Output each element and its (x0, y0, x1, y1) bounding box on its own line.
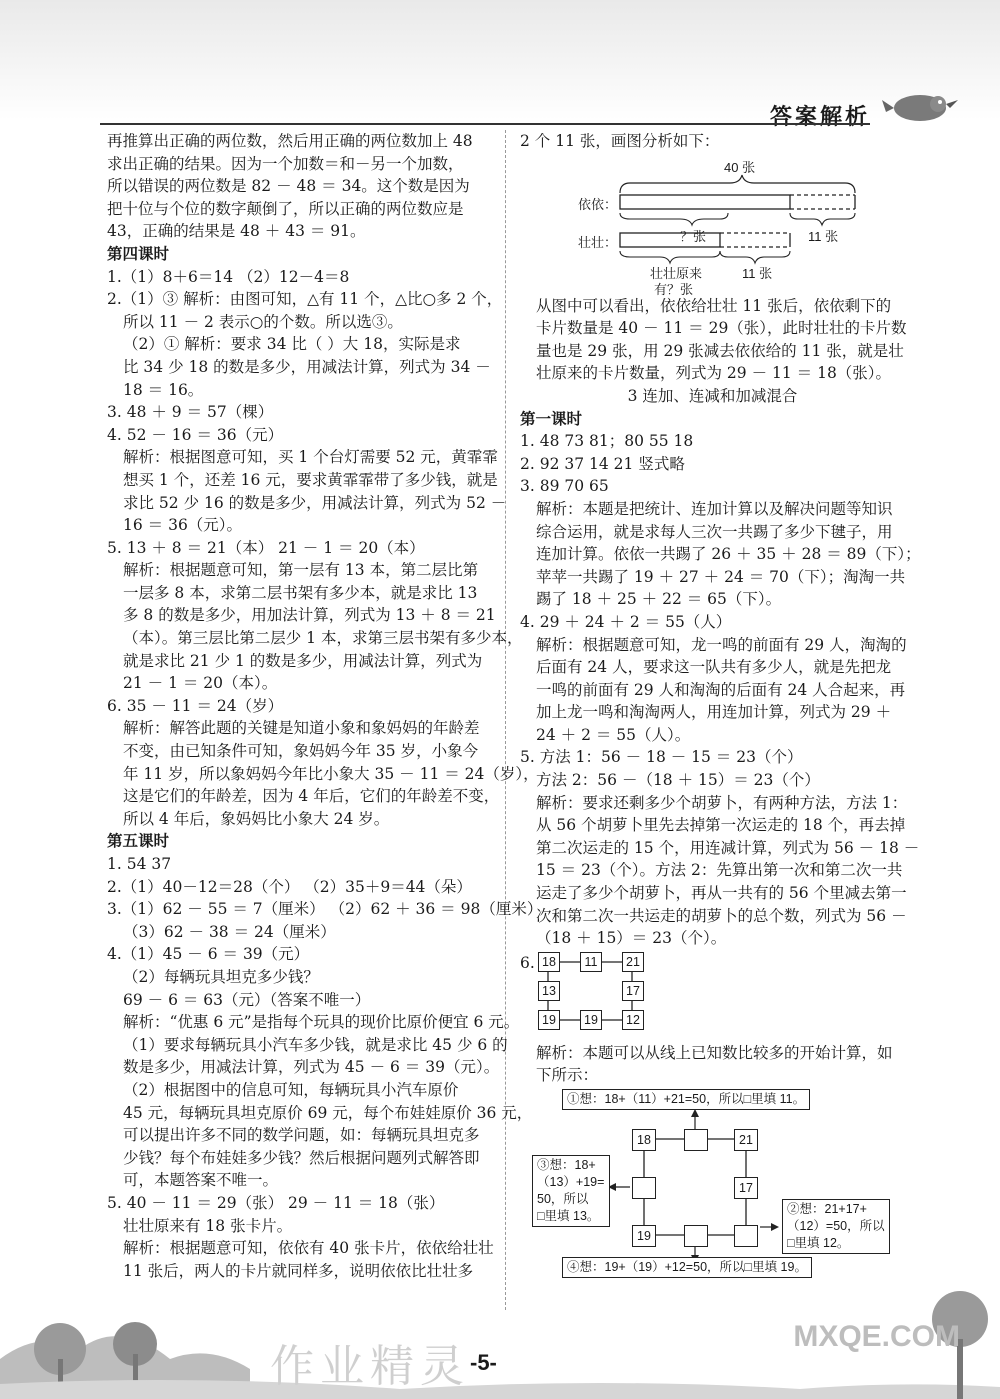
text-line: 解析：根据题意可知，龙一鸣的前面有 29 人，淘淘的 (536, 635, 907, 654)
text-line: （2）根据图中的信息可知，每辆玩具小汽车原价 (123, 1080, 459, 1099)
cell-bottom-left: 19 (538, 1010, 560, 1030)
solution-diagram (520, 1087, 905, 1277)
text-line: 后面有 24 人，要求这一队共有多少人，就是先把龙 (536, 658, 892, 677)
text-line: 就是求比 21 少 1 的数是多少，用减法计算，列式为 (123, 651, 483, 670)
text-line: 量也是 29 张，用 29 张减去依依给的 11 张，就是壮 (536, 341, 904, 360)
number-square-puzzle (520, 950, 905, 1042)
text-line: 解析：要求还剩多少个胡萝卜，有两种方法，方法 1： (536, 793, 908, 812)
unit-heading: 3 连加、连减和加减混合 (627, 386, 798, 405)
text-line: 把十位与个位的数字颠倒了，所以正确的两位数应是 (107, 199, 464, 218)
text-line: 下所示： (536, 1066, 599, 1085)
text-line: 11 张后，两人的卡片就同样多，说明依依比壮壮多 (123, 1261, 474, 1280)
text-line: 解析：本题是把统计、连加计算以及解决问题等知识 (536, 499, 893, 518)
text-line: 综合运用，就是求每人三次一共踢了多少下毽子，用 (536, 522, 893, 541)
text-line: 解析：根据题意可知，依依有 40 张卡片，依依给壮壮 (123, 1239, 494, 1258)
cell-bottom-middle: 19 (580, 1010, 602, 1030)
column-divider (505, 130, 506, 1310)
total-label: 40 张 (724, 159, 756, 175)
hint-note-1: ①想：18+（11）+21=50，所以□里填 11。 (562, 1089, 810, 1110)
text-line: 年 11 岁，所以象妈妈今年比小象大 35 － 11 ＝ 24（岁）， (123, 764, 539, 783)
text-line: （1）要求每辆玩具小汽车多少钱，就是求比 45 少 6 的 (123, 1035, 508, 1054)
text-line: 少钱？每个布娃娃多少钱？然后根据问题列式解答即 (123, 1148, 480, 1167)
text-line: 壮壮原来有 18 张卡片。 (123, 1216, 293, 1235)
text-line: 多 8 的数是多少，用加法计算，列式为 13 ＋ 8 ＝ 21 (123, 606, 496, 625)
bar-diagram-lines (520, 153, 905, 285)
text-line: 从图中可以看出，依依给壮壮 11 张后，依依剩下的 (536, 296, 892, 315)
text-line: 43，正确的结果是 48 ＋ 43 ＝ 91。 (107, 222, 366, 241)
text-line: 可以提出许多不同的数学问题，如：每辆玩具坦克多 (123, 1126, 480, 1145)
empty-box-top (684, 1129, 708, 1151)
text-line: 比 34 少 18 的数是多少，用减法计算，列式为 34 － (123, 357, 491, 376)
hint-note-2 (782, 1199, 890, 1254)
cell-21: 21 (734, 1129, 758, 1151)
hint-note-4: ④想：19+（19）+12=50，所以□里填 19。 (562, 1257, 812, 1278)
text-line: 可，本题答案不唯一。 (123, 1171, 279, 1190)
hint-note-3-line: ③想：18+ (537, 1158, 596, 1172)
text-line: （本）。第三层比第二层少 1 本，求第三层书架有多少本， (123, 629, 523, 648)
text-line: 一鸣的前面有 29 人和淘淘的后面有 24 人合起来，再 (536, 680, 906, 699)
text-line: 卡片数量是 40 － 11 ＝ 29（张），此时壮壮的卡片数 (536, 319, 907, 338)
empty-box-left (632, 1177, 656, 1199)
hint-note-2-line: ②想：21+17+ (787, 1202, 867, 1216)
eleven-label: 11 张 (808, 228, 839, 244)
text-line: 加上龙一鸣和淘淘两人，用连加计算，列式为 29 ＋ (536, 703, 892, 722)
text-line: 解析：“优惠 6 元”是指每个玩具的现价比原价便宜 6 元。 (123, 1013, 520, 1032)
text-line: 解析：解答此题的关键是知道小象和象妈妈的年龄差 (123, 719, 480, 738)
cell-top-right: 21 (622, 952, 644, 972)
text-line: 方法 2：56 －（18 ＋ 15）＝ 23（个） (536, 771, 820, 790)
text-line: 解析：根据图意可知，买 1 个台灯需要 52 元，黄霏霏 (123, 448, 498, 467)
hint-note-3 (532, 1155, 610, 1227)
answer-line: 4. 29 ＋ 24 ＋ 2 ＝ 55（人） (520, 612, 732, 631)
eleven-label-2: 11 张 (742, 265, 773, 281)
answer-line: 4.（1）45 － 6 ＝ 39（元） (107, 945, 310, 964)
cell-18: 18 (632, 1129, 656, 1151)
orig-label: 壮壮原来 (650, 265, 703, 281)
cell-19: 19 (632, 1225, 656, 1247)
bird-icon (880, 78, 960, 128)
text-line: 求比 52 少 16 的数是多少，用减法计算，列式为 52 － (123, 493, 507, 512)
puzzle-lines (520, 950, 905, 1042)
page-title: 答案解析 (769, 105, 870, 130)
text-line: 运走了多少个胡萝卜，再从一共有的 56 个里减去第一 (536, 884, 907, 903)
question-label: ？张 (680, 228, 707, 244)
text-line: 从 56 个胡萝卜里先去掉第一次运走的 18 个，再去掉 (536, 816, 906, 835)
text-line: 解析：本题可以从线上已知数比较多的开始计算，如 (536, 1043, 893, 1062)
text-line: 21 － 1 ＝ 20（本）。 (123, 674, 278, 693)
text-line: 2 个 11 张，画图分析如下： (520, 132, 720, 150)
answer-line: 2. 92 37 14 21 竖式略 (520, 454, 685, 473)
text-line: 所以 11 － 2 表示○的个数。所以选③。 (123, 312, 403, 331)
text-line: 连加计算。依依一共踢了 26 ＋ 35 ＋ 28 ＝ 89（下）； (536, 545, 921, 564)
text-line: 所以 4 年后，象妈妈比小象大 24 岁。 (123, 809, 390, 828)
cell-middle-right: 17 (622, 981, 644, 1001)
text-line: 壮原来的卡片数量，列式为 29 － 11 ＝ 18（张）。 (536, 364, 892, 383)
answer-line: 6. 35 － 11 ＝ 24（岁） (107, 696, 284, 715)
section-heading: 第一课时 (520, 409, 583, 428)
answer-line: 4. 52 － 16 ＝ 36（元） (107, 425, 284, 444)
answer-line: 1.（1）8＋6＝14 （2）12－4＝8 (107, 267, 350, 286)
text-line: 69 － 6 ＝ 63（元）（答案不唯一） (123, 990, 371, 1009)
answer-line: 5. 13 ＋ 8 ＝ 21（本） 21 － 1 ＝ 20（本） (107, 538, 425, 557)
cell-top-middle: 11 (580, 952, 602, 972)
text-line: 不变，由已知条件可知，象妈妈今年 35 岁，小象今 (123, 742, 479, 761)
text-line: 想买 1 个，还差 16 元，要求黄霏霏带了多少钱，就是 (123, 470, 498, 489)
answer-line: 2.（1）40－12＝28（个） （2）35＋9＝44（朵） (107, 877, 472, 896)
question-number: 6. (520, 953, 535, 972)
orig-label-2: 有？张 (654, 281, 694, 297)
text-line: 次和第二次一共运走的胡萝卜的总个数，列式为 56 － (536, 906, 907, 925)
text-line: 这是它们的年龄差，因为 4 年后，它们的年龄差不变， (123, 787, 500, 806)
hint-note-3-line: □里填 13。 (537, 1209, 600, 1223)
text-line: 数是多少，用减法计算，列式为 45 － 6 ＝ 39（元）。 (123, 1058, 500, 1077)
text-line: 求出正确的结果。因为一个加数＝和－另一个加数， (107, 154, 464, 173)
section-heading: 第五课时 (107, 832, 170, 851)
text-line: 一层多 8 本，求第二层书架有多少本，就是求比 13 (123, 583, 478, 602)
text-line: （2）每辆玩具坦克多少钱？ (123, 967, 319, 986)
empty-box-right (734, 1225, 758, 1247)
text-line: （18 ＋ 15）＝ 23（个）。 (536, 929, 727, 948)
answer-line: 5. 40 － 11 ＝ 29（张） 29 － 11 ＝ 18（张） (107, 1193, 445, 1212)
bar-diagram (520, 153, 905, 285)
hint-note-3-line: （13）+19= (537, 1175, 605, 1189)
answer-line: 2.（1）③ 解析：由图可知，△有 11 个，△比○多 2 个， (107, 290, 503, 309)
corner-watermark: MXQE.COM (793, 1320, 960, 1353)
section-heading: 第四课时 (107, 244, 170, 263)
text-line: 15 ＝ 23（个）。方法 2：先算出第一次和第二次一共 (536, 861, 903, 880)
text-line: （3）62 － 38 ＝ 24（厘米） (123, 922, 336, 941)
hint-note-3-line: 50，所以 (537, 1192, 589, 1206)
text-line: 所以错误的两位数是 82 － 48 ＝ 34。这个数是因为 (107, 177, 470, 196)
text-line: 第二次运走的 15 个，用连减计算，列式为 56 － 18 － (536, 838, 920, 857)
text-line: 24 ＋ 2 ＝ 55（人）。 (536, 725, 691, 744)
cell-middle-left: 13 (538, 981, 560, 1001)
text-line: 踢了 18 ＋ 25 ＋ 22 ＝ 65（下）。 (536, 590, 782, 609)
right-column (520, 130, 921, 1277)
text-line: 解析：根据题意可知，第一层有 13 本，第二层比第 (123, 561, 479, 580)
yiyi-label: 依依： (578, 196, 618, 212)
answer-line: 5. 方法 1：56 － 18 － 15 ＝ 23（个） (520, 748, 803, 767)
text-line: 18 ＝ 16。 (123, 380, 204, 399)
answer-line: 3.（1）62 － 55 ＝ 7（厘米） （2）62 ＋ 36 ＝ 98（厘米） (107, 900, 543, 919)
text-line: 再推算出正确的两位数，然后用正确的两位数加上 48 (107, 132, 473, 150)
hint-note-2-line: □里填 12。 (787, 1236, 850, 1250)
text-line: 苹苹一共踢了 19 ＋ 27 ＋ 24 ＝ 70（下）；淘淘一共 (536, 567, 906, 586)
page-number: -5- (470, 1350, 497, 1375)
empty-box-bottom (684, 1225, 708, 1247)
left-column (107, 130, 543, 1282)
answer-line: 3. 89 70 65 (520, 477, 609, 496)
cell-top-left: 18 (538, 952, 560, 972)
text-line: 16 ＝ 36（元）。 (123, 516, 243, 535)
cell-bottom-right: 12 (622, 1010, 644, 1030)
text-line: （2）① 解析：要求 34 比（ ）大 18，实际是求 (123, 335, 461, 354)
answer-line: 1. 54 37 (107, 855, 172, 873)
header-rule (100, 123, 870, 125)
answer-line: 3. 48 ＋ 9 ＝ 57（棵） (107, 403, 274, 422)
hint-note-2-line: （12）=50，所以 (787, 1219, 885, 1233)
watermark-text: 作业精灵 (270, 1341, 470, 1392)
zhuang-label: 壮壮： (578, 234, 618, 250)
answer-line: 1. 48 73 81；80 55 18 (520, 432, 694, 451)
text-line: 45 元，每辆玩具坦克原价 69 元，每个布娃娃原价 36 元， (123, 1103, 533, 1122)
cell-17: 17 (734, 1177, 758, 1199)
